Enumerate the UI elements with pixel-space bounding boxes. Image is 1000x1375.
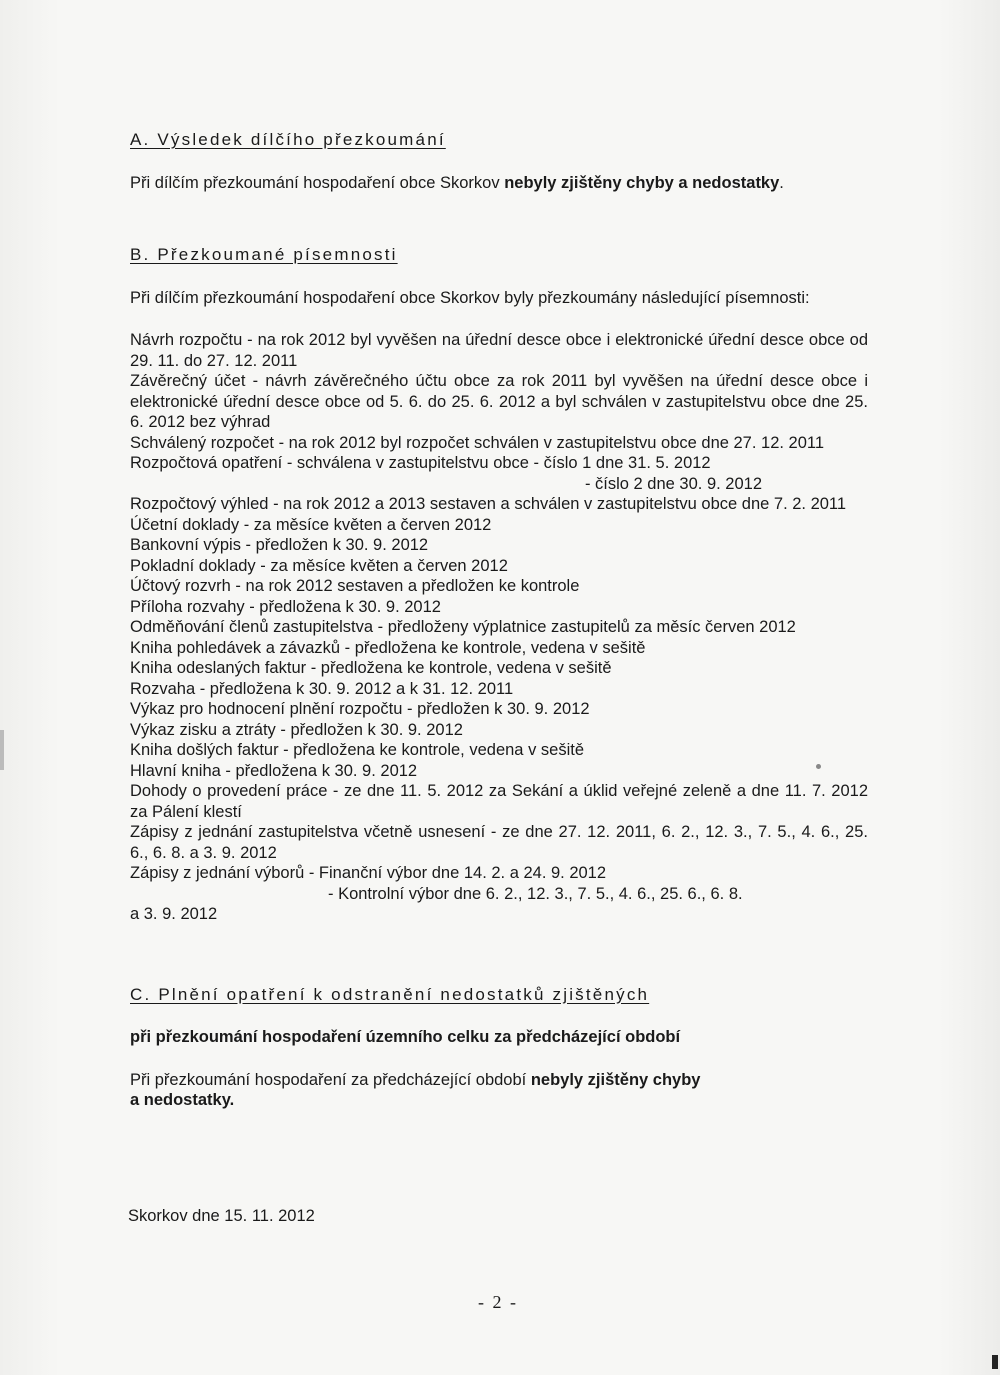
document-body xyxy=(130,130,868,1111)
list-item: Kniha odeslaných faktur - předložena ke kontrole, vedena v sešitě xyxy=(130,659,612,677)
section-c-text-bold: nebyly zjištěny chyby xyxy=(530,1070,701,1089)
list-item: Rozpočtový výhled - na rok 2012 a 2013 sestaven a schválen v zastupitelstvu obce dne 7. 2. 2011 xyxy=(130,495,847,513)
section-c-text-cont xyxy=(130,1090,868,1111)
place-date-signature: Skorkov dne 15. 11. 2012 xyxy=(128,1207,315,1225)
section-a-text-pre: Při dílčím přezkoumání hospodaření obce Skorkov xyxy=(130,173,505,192)
list-item: Závěrečný účet - návrh závěrečného účtu obce za rok 2011 byl vyvěšen na úřední desce obce i elektronické úřední desce obce od 5. 6. do 25. 6. 2012 a byl schválen v zastupitelstvu obce dne 25. 6. 2012 bez výhrad xyxy=(130,372,868,431)
section-b-heading: B. Přezkoumané písemnosti xyxy=(130,245,398,264)
list-item: Návrh rozpočtu - na rok 2012 byl vyvěšen na úřední desce obce i elektronické úřední desce obce od 29. 11. do 27. 12. 2011 xyxy=(130,331,868,370)
scan-corner-mark xyxy=(992,1355,998,1369)
section-c-text-bold-cont: a nedostatky. xyxy=(130,1091,235,1109)
list-item: Příloha rozvahy - předložena k 30. 9. 2012 xyxy=(130,597,441,616)
page-number: - 2 - xyxy=(478,1292,518,1312)
list-item: Rozpočtová opatření - schválena v zastupitelstvu obce - číslo 1 dne 31. 5. 2012 xyxy=(130,454,711,472)
section-c-text-pre: Při přezkoumání hospodaření za předcházející období xyxy=(130,1070,531,1089)
section-a-heading: A. Výsledek dílčího přezkoumání xyxy=(130,130,446,149)
list-item: Účetní doklady - za měsíce květen a červen 2012 xyxy=(130,515,492,534)
list-item: Schválený rozpočet - na rok 2012 byl rozpočet schválen v zastupitelstvu obce dne 27. 12. 2011 xyxy=(130,433,825,452)
list-item: Rozvaha - předložena k 30. 9. 2012 a k 31. 12. 2011 xyxy=(130,679,514,698)
scan-edge-mark xyxy=(0,730,4,770)
list-item: Zápisy z jednání zastupitelstva včetně usnesení - ze dne 27. 12. 2011, 6. 2., 12. 3., 7. 5., 4. 6., 25. 6., 6. 8. a 3. 9. 2012 xyxy=(130,823,868,862)
section-a-text-post: . xyxy=(779,173,784,192)
section-a-text xyxy=(130,173,868,194)
list-item: Hlavní kniha - předložena k 30. 9. 2012 xyxy=(130,761,418,780)
list-item-continuation: - Kontrolní výbor dne 6. 2., 12. 3., 7. 5., 4. 6., 25. 6., 6. 8. xyxy=(328,884,743,903)
list-item: Bankovní výpis - předložen k 30. 9. 2012 xyxy=(130,536,429,554)
list-item-continuation: - číslo 2 dne 30. 9. 2012 xyxy=(584,474,762,493)
list-item: Kniha pohledávek a závazků - předložena ke kontrole, vedena v sešitě xyxy=(130,638,646,657)
list-item: Kniha došlých faktur - předložena ke kontrole, vedena v sešitě xyxy=(130,741,585,759)
section-c-heading: C. Plnění opatření k odstranění nedostatků zjištěných xyxy=(130,984,650,1004)
list-item: Zápisy z jednání výborů - Finanční výbor dne 14. 2. a 24. 9. 2012 xyxy=(130,864,607,882)
list-item-continuation: a 3. 9. 2012 xyxy=(130,905,218,923)
list-item: Pokladní doklady - za měsíce květen a červen 2012 xyxy=(130,556,508,575)
list-item: Výkaz pro hodnocení plnění rozpočtu - předložen k 30. 9. 2012 xyxy=(130,700,590,718)
list-item: Výkaz zisku a ztráty - předložen k 30. 9. 2012 xyxy=(130,720,463,739)
list-item: Odměňování členů zastupitelstva - předloženy výplatnice zastupitelů za měsíc červen 2012 xyxy=(130,618,796,636)
section-c-text xyxy=(130,1070,868,1091)
section-b-intro: Při dílčím přezkoumání hospodaření obce Skorkov byly přezkoumány následující písemnosti: xyxy=(130,288,810,307)
list-item: Účtový rozvrh - na rok 2012 sestaven a předložen ke kontrole xyxy=(130,577,580,595)
section-a-text-bold: nebyly zjištěny chyby a nedostatky xyxy=(504,173,780,192)
list-item: Dohody o provedení práce - ze dne 11. 5. 2012 za Sekání a úklid veřejné zeleně a dne 11. 7. 2012 za Pálení klestí xyxy=(130,782,868,821)
section-c-subheading: při přezkoumání hospodaření územního celku za předcházející období xyxy=(130,1028,681,1046)
